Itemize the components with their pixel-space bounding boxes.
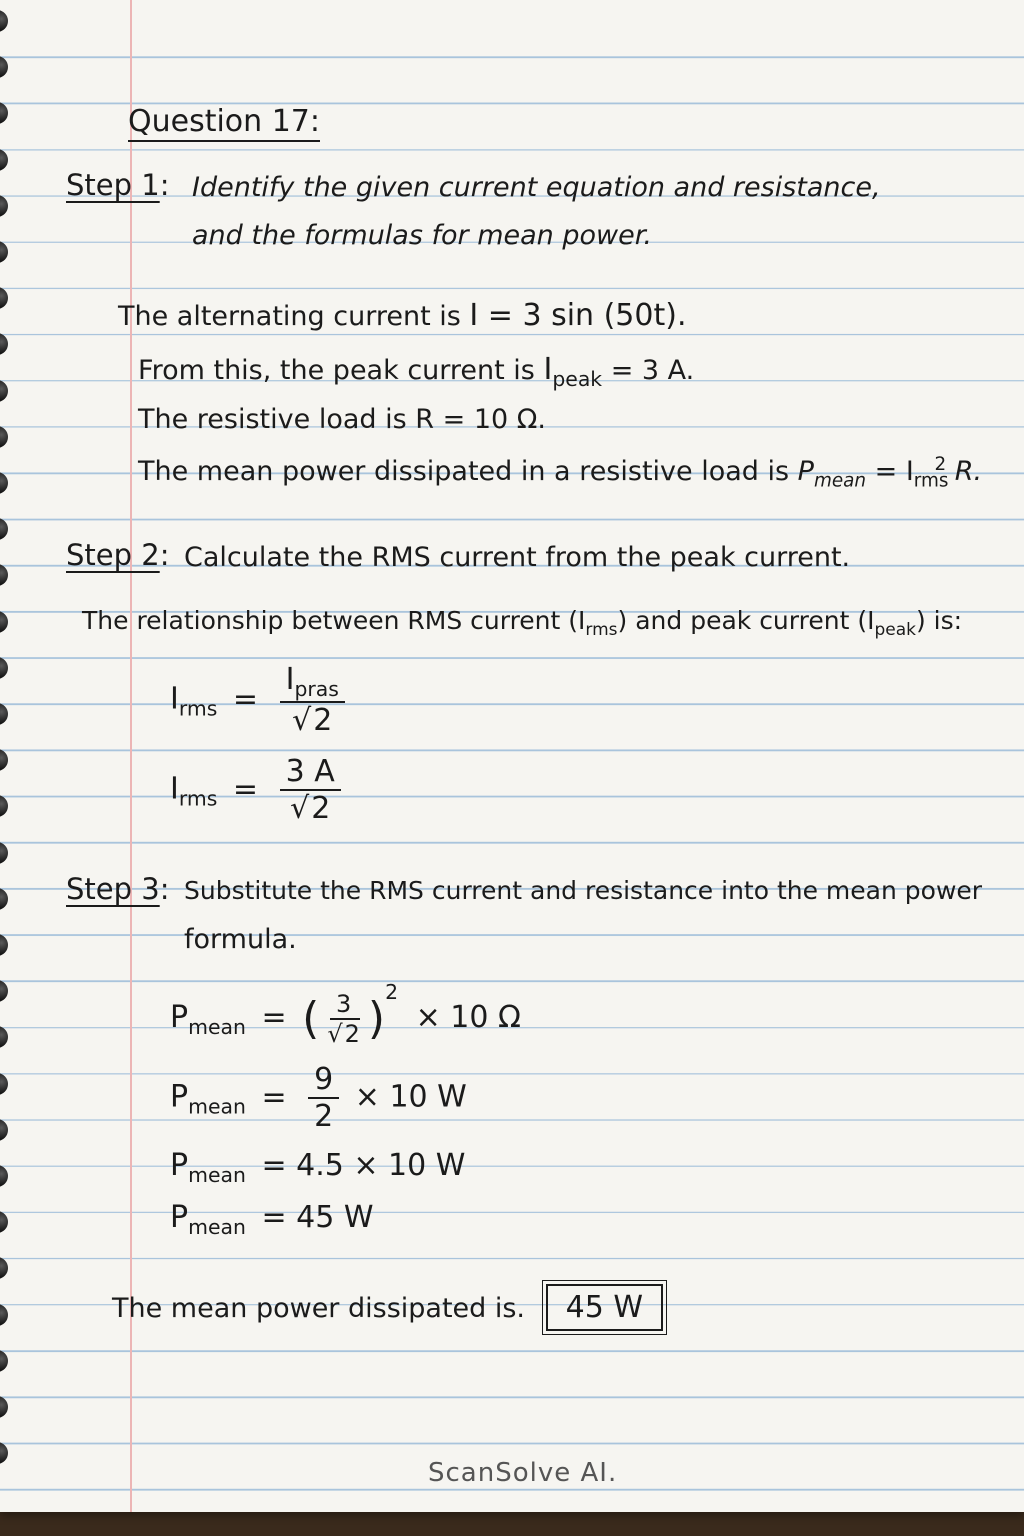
rms-peak-relationship: The relationship between RMS current $(I_{rms})$ and peak current $(I_{peak})$ is: — [82, 606, 963, 640]
binding-ring — [0, 657, 8, 679]
rms-equation-1: $I_{rms}$ = $\frac{I_{pras}}{√2}$ — [170, 662, 351, 738]
binding-ring — [0, 195, 8, 217]
binding-ring — [0, 1350, 8, 1372]
binding-ring — [0, 611, 8, 633]
binding-ring — [0, 1026, 8, 1048]
binding-ring — [0, 1257, 8, 1279]
step1-label: Step 1 — [66, 168, 160, 202]
mean-power-equation-2: $P_{mean}$ = $\frac{9}{2}$ × 10 W — [170, 1062, 467, 1134]
binding-ring — [0, 795, 8, 817]
step3-heading: Step 3: — [66, 872, 170, 906]
step1-line1: Identify the given current equation and resistance, — [192, 172, 881, 203]
given-peak-current: From this, the peak current is $I_{peak} = 3$ A. — [138, 352, 695, 391]
binding-ring — [0, 1119, 8, 1141]
step3-label: Step 3 — [66, 872, 160, 906]
step2-heading: Step 2: — [66, 538, 170, 572]
binding-ring — [0, 888, 8, 910]
binding-ring — [0, 1211, 8, 1233]
binding-ring — [0, 1165, 8, 1187]
binding-ring — [0, 1073, 8, 1095]
given-resistance: The resistive load is R = 10 Ω. — [138, 404, 546, 435]
given-mean-power-formula: The mean power dissipated in a resistive load is $P_{mean} = I_{rms}^2$ R. — [138, 454, 983, 492]
binding-ring — [0, 1442, 8, 1464]
binding-ring — [0, 56, 8, 78]
binding-ring — [0, 333, 8, 355]
step2-label: Step 2 — [66, 538, 160, 572]
binding-ring — [0, 287, 8, 309]
final-answer-box: 45 W — [546, 1284, 663, 1331]
final-answer-line: The mean power dissipated is. 45 W — [112, 1284, 663, 1331]
binding-ring — [0, 564, 8, 586]
binding-ring — [0, 934, 8, 956]
mean-power-equation-3: $P_{mean} = 4.5 \times 10$ W — [170, 1148, 466, 1187]
mean-power-equation-4: $P_{mean} = 45$ W — [170, 1200, 374, 1239]
given-alt-current: The alternating current is I = 3 sin (50t). — [118, 298, 687, 333]
step1-line2: and the formulas for mean power. — [192, 220, 652, 251]
binding-ring — [0, 1304, 8, 1326]
step3-line2: formula. — [184, 924, 297, 955]
binding-ring — [0, 426, 8, 448]
current-equation: I = 3 sin (50t). — [469, 298, 687, 333]
step3-line1: Substitute the RMS current and resistance into the mean power — [184, 876, 983, 905]
binding-ring — [0, 842, 8, 864]
binding-ring — [0, 102, 8, 124]
brand-watermark: ScanSolve AI. — [428, 1458, 618, 1488]
binding-ring — [0, 1396, 8, 1418]
binding-ring — [0, 472, 8, 494]
binding-ring — [0, 703, 8, 725]
binding-ring — [0, 980, 8, 1002]
binding-ring — [0, 10, 8, 32]
binding-ring — [0, 380, 8, 402]
binding-ring — [0, 749, 8, 771]
binding-ring — [0, 149, 8, 171]
step1-heading: Step 1: — [66, 168, 170, 202]
spiral-binding — [0, 0, 12, 1512]
question-title: Question 17: — [128, 104, 320, 142]
step2-line1: Calculate the RMS current from the peak current. — [184, 542, 851, 573]
rms-equation-2: $I_{rms}$ = $\frac{3 A}{√2}$ — [170, 754, 347, 826]
binding-ring — [0, 518, 8, 540]
mean-power-equation-1: $P_{mean}$ = ( $\frac{3}{√2}$ )$^2$ × 10 Ω — [170, 980, 521, 1048]
binding-ring — [0, 241, 8, 263]
